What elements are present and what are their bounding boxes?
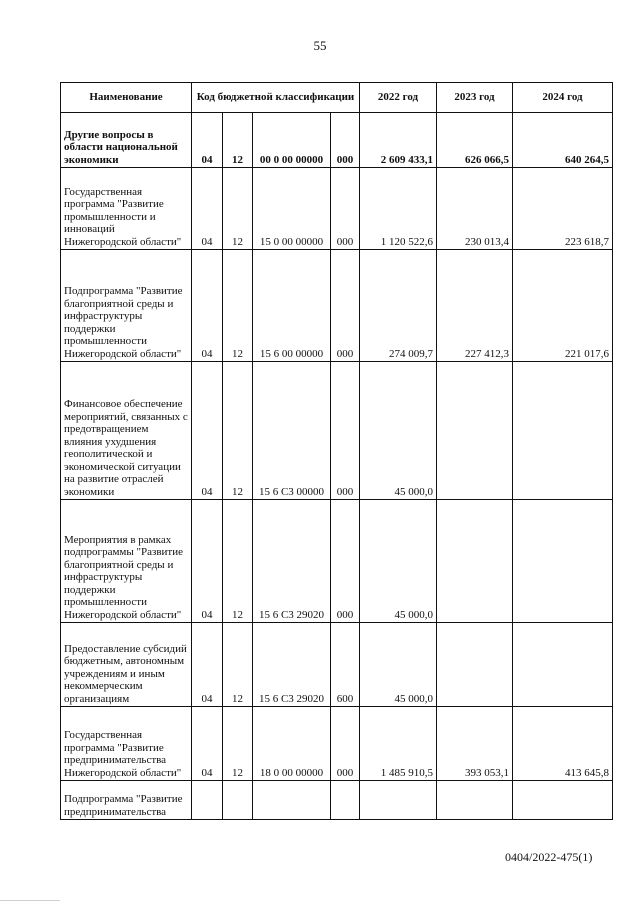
expense-type-cell: 600	[331, 623, 360, 707]
table-row	[61, 113, 613, 168]
subsection-code-cell: 12	[223, 113, 253, 168]
row-name-cell: Подпрограмма "Развитие благоприятной среды и инфраструктуры поддержки промышленности Нижегородской области"	[61, 250, 192, 362]
section-code-cell: 04	[192, 168, 223, 250]
amount-2024-cell: 221 017,6	[513, 250, 613, 362]
subsection-code-cell: 12	[223, 168, 253, 250]
target-article-cell: 18 0 00 00000	[253, 707, 331, 781]
expense-type-cell	[331, 781, 360, 820]
amount-2024-cell	[513, 623, 613, 707]
amount-2024-cell: 413 645,8	[513, 707, 613, 781]
amount-2023-cell	[437, 781, 513, 820]
target-article-cell: 15 6 С3 29020	[253, 500, 331, 623]
amount-2022-cell: 274 009,7	[360, 250, 437, 362]
amount-2023-cell: 393 053,1	[437, 707, 513, 781]
subsection-code-cell: 12	[223, 362, 253, 500]
amount-2022-cell: 45 000,0	[360, 500, 437, 623]
amount-2023-cell: 227 412,3	[437, 250, 513, 362]
amount-2024-cell: 640 264,5	[513, 113, 613, 168]
row-name-cell: Мероприятия в рамках подпрограммы "Развитие благоприятной среды и инфраструктуры поддержки промышленности Нижегородской области"	[61, 500, 192, 623]
amount-2022-cell: 1 485 910,5	[360, 707, 437, 781]
section-code-cell: 04	[192, 250, 223, 362]
amount-2022-cell: 45 000,0	[360, 362, 437, 500]
section-code-cell: 04	[192, 707, 223, 781]
expense-type-cell: 000	[331, 707, 360, 781]
expense-type-cell: 000	[331, 250, 360, 362]
amount-2024-cell	[513, 362, 613, 500]
target-article-cell: 15 6 С3 00000	[253, 362, 331, 500]
target-article-cell	[253, 781, 331, 820]
subsection-code-cell: 12	[223, 500, 253, 623]
header-year-2024: 2024 год	[513, 83, 613, 113]
target-article-cell: 15 6 С3 29020	[253, 623, 331, 707]
section-code-cell: 04	[192, 362, 223, 500]
subsection-code-cell: 12	[223, 707, 253, 781]
scan-artifact-line	[0, 900, 60, 901]
amount-2024-cell	[513, 500, 613, 623]
header-budget-code: Код бюджетной классификации	[192, 83, 360, 113]
table-row	[61, 707, 613, 781]
header-year-2023: 2023 год	[437, 83, 513, 113]
expense-type-cell: 000	[331, 168, 360, 250]
target-article-cell: 15 0 00 00000	[253, 168, 331, 250]
amount-2022-cell: 1 120 522,6	[360, 168, 437, 250]
header-year-2022: 2022 год	[360, 83, 437, 113]
target-article-cell: 15 6 00 00000	[253, 250, 331, 362]
amount-2023-cell	[437, 362, 513, 500]
amount-2024-cell	[513, 781, 613, 820]
amount-2023-cell	[437, 623, 513, 707]
section-code-cell: 04	[192, 113, 223, 168]
section-code-cell: 04	[192, 500, 223, 623]
page-number: 55	[313, 38, 327, 53]
section-code-cell	[192, 781, 223, 820]
amount-2022-cell: 45 000,0	[360, 623, 437, 707]
expense-type-cell: 000	[331, 113, 360, 168]
header-name: Наименование	[61, 83, 192, 113]
table-row	[61, 250, 613, 362]
table-row	[61, 500, 613, 623]
table-row	[61, 623, 613, 707]
amount-2023-cell: 626 066,5	[437, 113, 513, 168]
section-code-cell: 04	[192, 623, 223, 707]
row-name-cell: Подпрограмма "Развитие предпринимательства	[61, 781, 192, 820]
table-body	[61, 113, 613, 820]
expense-type-cell: 000	[331, 500, 360, 623]
table-header-row	[61, 83, 613, 113]
amount-2024-cell: 223 618,7	[513, 168, 613, 250]
row-name-cell: Другие вопросы в области национальной экономики	[61, 113, 192, 168]
budget-table	[60, 82, 613, 820]
amount-2022-cell: 2 609 433,1	[360, 113, 437, 168]
amount-2023-cell	[437, 500, 513, 623]
amount-2022-cell	[360, 781, 437, 820]
expense-type-cell: 000	[331, 362, 360, 500]
row-name-cell: Предоставление субсидий бюджетным, автономным учреждениям и иным некоммерческим организациям	[61, 623, 192, 707]
row-name-cell: Государственная программа "Развитие предпринимательства Нижегородской области"	[61, 707, 192, 781]
amount-2023-cell: 230 013,4	[437, 168, 513, 250]
row-name-cell: Государственная программа "Развитие промышленности и инноваций Нижегородской области"	[61, 168, 192, 250]
table-row	[61, 781, 613, 820]
document-code: 0404/2022-475(1)	[505, 850, 593, 864]
target-article-cell: 00 0 00 00000	[253, 113, 331, 168]
table-row	[61, 168, 613, 250]
subsection-code-cell	[223, 781, 253, 820]
table-row	[61, 362, 613, 500]
subsection-code-cell: 12	[223, 623, 253, 707]
row-name-cell: Финансовое обеспечение мероприятий, связанных с предотвращением влияния ухудшения геополитической и экономической ситуации на развитие отраслей экономики	[61, 362, 192, 500]
subsection-code-cell: 12	[223, 250, 253, 362]
